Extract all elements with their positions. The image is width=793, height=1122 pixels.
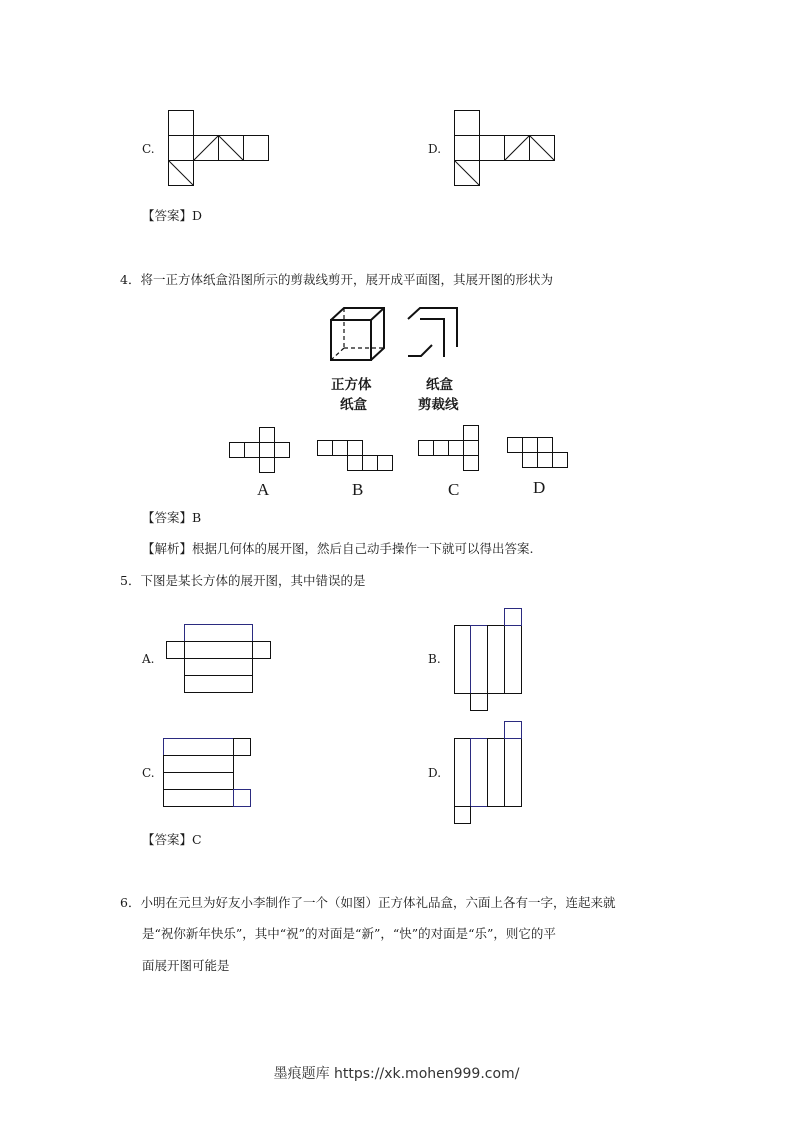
q5-option-b-label: B. xyxy=(428,652,441,666)
q3-answer: 【答案】D xyxy=(142,208,203,223)
q4-figure-label-left-2: 纸盒 xyxy=(340,397,367,413)
q5-option-a-label: A. xyxy=(142,652,155,666)
q4-stem: 4．将一正方体纸盒沿图所示的剪裁线剪开，展开成平面图，其展开图的形状为 xyxy=(120,272,553,287)
q4-analysis: 【解析】根据几何体的展开图，然后自己动手操作一下就可以得出答案. xyxy=(142,541,534,556)
q4-cut-line-figure xyxy=(405,305,465,363)
q4-option-letter-b: B xyxy=(352,480,364,499)
q5-option-d-label: D. xyxy=(428,766,442,780)
footer-watermark: 墨痕题库 https://xk.mohen999.com/ xyxy=(273,1066,520,1082)
q5-answer: 【答案】C xyxy=(142,832,202,847)
q4-option-letter-a: A xyxy=(257,480,270,499)
q5-stem: 5．下图是某长方体的展开图，其中错误的是 xyxy=(120,573,366,588)
q4-option-letter-c: C xyxy=(448,480,460,499)
q4-net-a xyxy=(229,427,291,474)
q4-net-d xyxy=(507,437,571,469)
q6-line-1: 6．小明在元旦为好友小李制作了一个（如图）正方体礼品盒，六面上各有一字，连起来就 xyxy=(120,895,616,910)
q5-option-c-net xyxy=(163,738,253,808)
q4-figure-label-right-1: 纸盒 xyxy=(426,377,453,393)
q6-line-3: 面展开图可能是 xyxy=(142,958,230,973)
q3-option-c-net xyxy=(168,110,270,186)
q5-option-c-label: C. xyxy=(142,766,155,780)
q4-net-c xyxy=(418,425,480,472)
q4-cube-figure xyxy=(328,305,388,363)
q3-option-d-net xyxy=(454,110,556,186)
q3-option-d-label: D. xyxy=(428,142,442,156)
q4-figure-label-right-2: 剪裁线 xyxy=(418,397,459,413)
q5-option-a-net xyxy=(166,624,272,694)
q5-option-d-net xyxy=(454,721,526,825)
q4-figure-label-left-1: 正方体 xyxy=(331,377,372,393)
q4-option-letter-d: D xyxy=(533,478,546,497)
q6-line-2: 是“祝你新年快乐”，其中“祝”的对面是“新”，“快”的对面是“乐”，则它的平 xyxy=(142,926,556,941)
q4-net-b xyxy=(317,440,395,472)
q5-option-b-net xyxy=(454,608,526,712)
q4-answer: 【答案】B xyxy=(142,510,202,525)
q3-option-c-label: C. xyxy=(142,142,155,156)
